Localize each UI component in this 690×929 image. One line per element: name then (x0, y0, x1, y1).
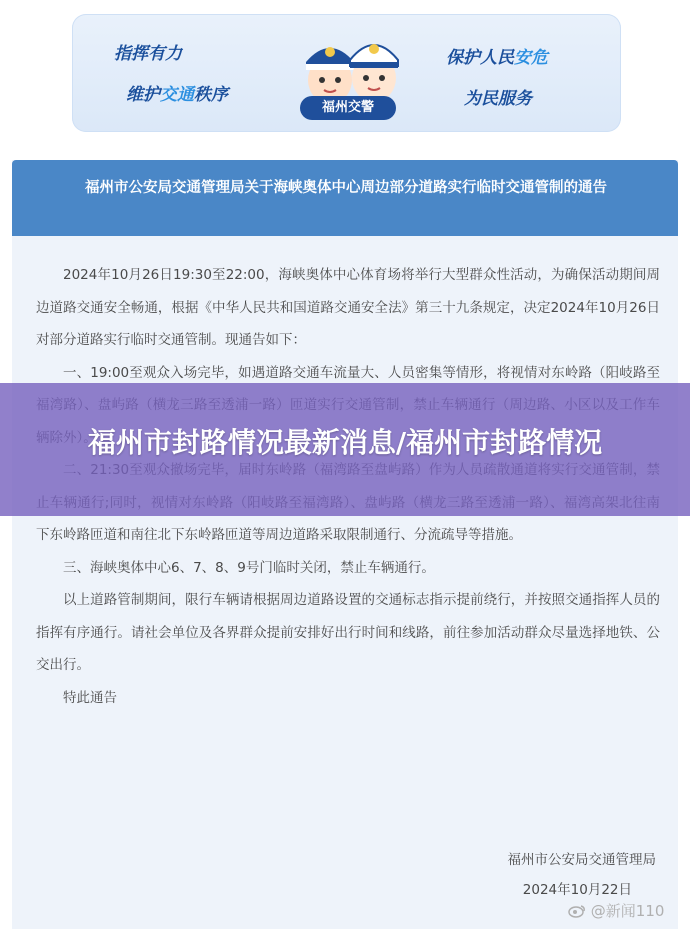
notice-header (12, 160, 678, 236)
header-banner (72, 14, 621, 132)
slogan-left-2-b: 交通 (160, 85, 194, 105)
headline-title: 福州市封路情况最新消息/福州市封路情况 (87, 426, 603, 459)
notice-paragraph-intro: 2024年10月26日19:30至22:00，海峡奥体中心体育场将举行大型群众性活动，为确保活动期间周边道路交通安全畅通，根据《中华人民共和国道路交通安全法》第三十九条规定，决定2024年10月26日对部分道路实行临时交通管制。现通告如下： (36, 267, 660, 348)
slogan-left-2 (114, 82, 240, 108)
notice-paragraph-4: 以上道路管制期间，限行车辆请根据周边道路设置的交通标志指示提前绕行，并按照交通指挥人员的指挥有序通行。请社会单位及各界群众提前安排好出行时间和线路，前往参加活动群众尽量选择地铁、公交出行。 (36, 592, 660, 673)
notice-signature: 福州市公安局交通管理局 (507, 852, 656, 868)
notice-card (12, 160, 678, 929)
watermark-text: @新闻110 (590, 902, 665, 920)
notice-title: 福州市公安局交通管理局关于海峡奥体中心周边部分道路实行临时交通管制的通告 (85, 179, 607, 196)
slogan-left-2-a: 维护 (126, 85, 160, 105)
slogan-right-1 (434, 45, 560, 71)
notice-paragraph-2: 下东岭路匝道和南往北下东岭路匝道等周边道路采取限制通行、分流疏导等措施。 (36, 527, 522, 543)
slogan-right-2: 为民服务 (464, 89, 532, 109)
notice-date: 2024年10月22日 (522, 882, 632, 898)
notice-paragraph-3: 三、海峡奥体中心6、7、8、9号门临时关闭，禁止车辆通行。 (63, 559, 435, 576)
watermark (568, 900, 664, 921)
notice-paragraph-closing: 特此通告 (63, 689, 117, 706)
weibo-icon (568, 904, 586, 918)
notice-paragraph-1: 一、19:00至观众入场完毕，如遇道路交通车流量大、人员密集等情形，将视情对东岭路（阳岐路至 (63, 364, 660, 381)
slogan-left-2-c: 秩序 (194, 85, 228, 105)
slogan-right-1-a: 保护人民 (446, 48, 514, 68)
badge-fuzhou-traffic-police: 福州交警 (300, 96, 396, 120)
slogan-left-1: 指挥有力 (114, 44, 182, 64)
slogan-right-1-b: 安危 (514, 48, 548, 68)
